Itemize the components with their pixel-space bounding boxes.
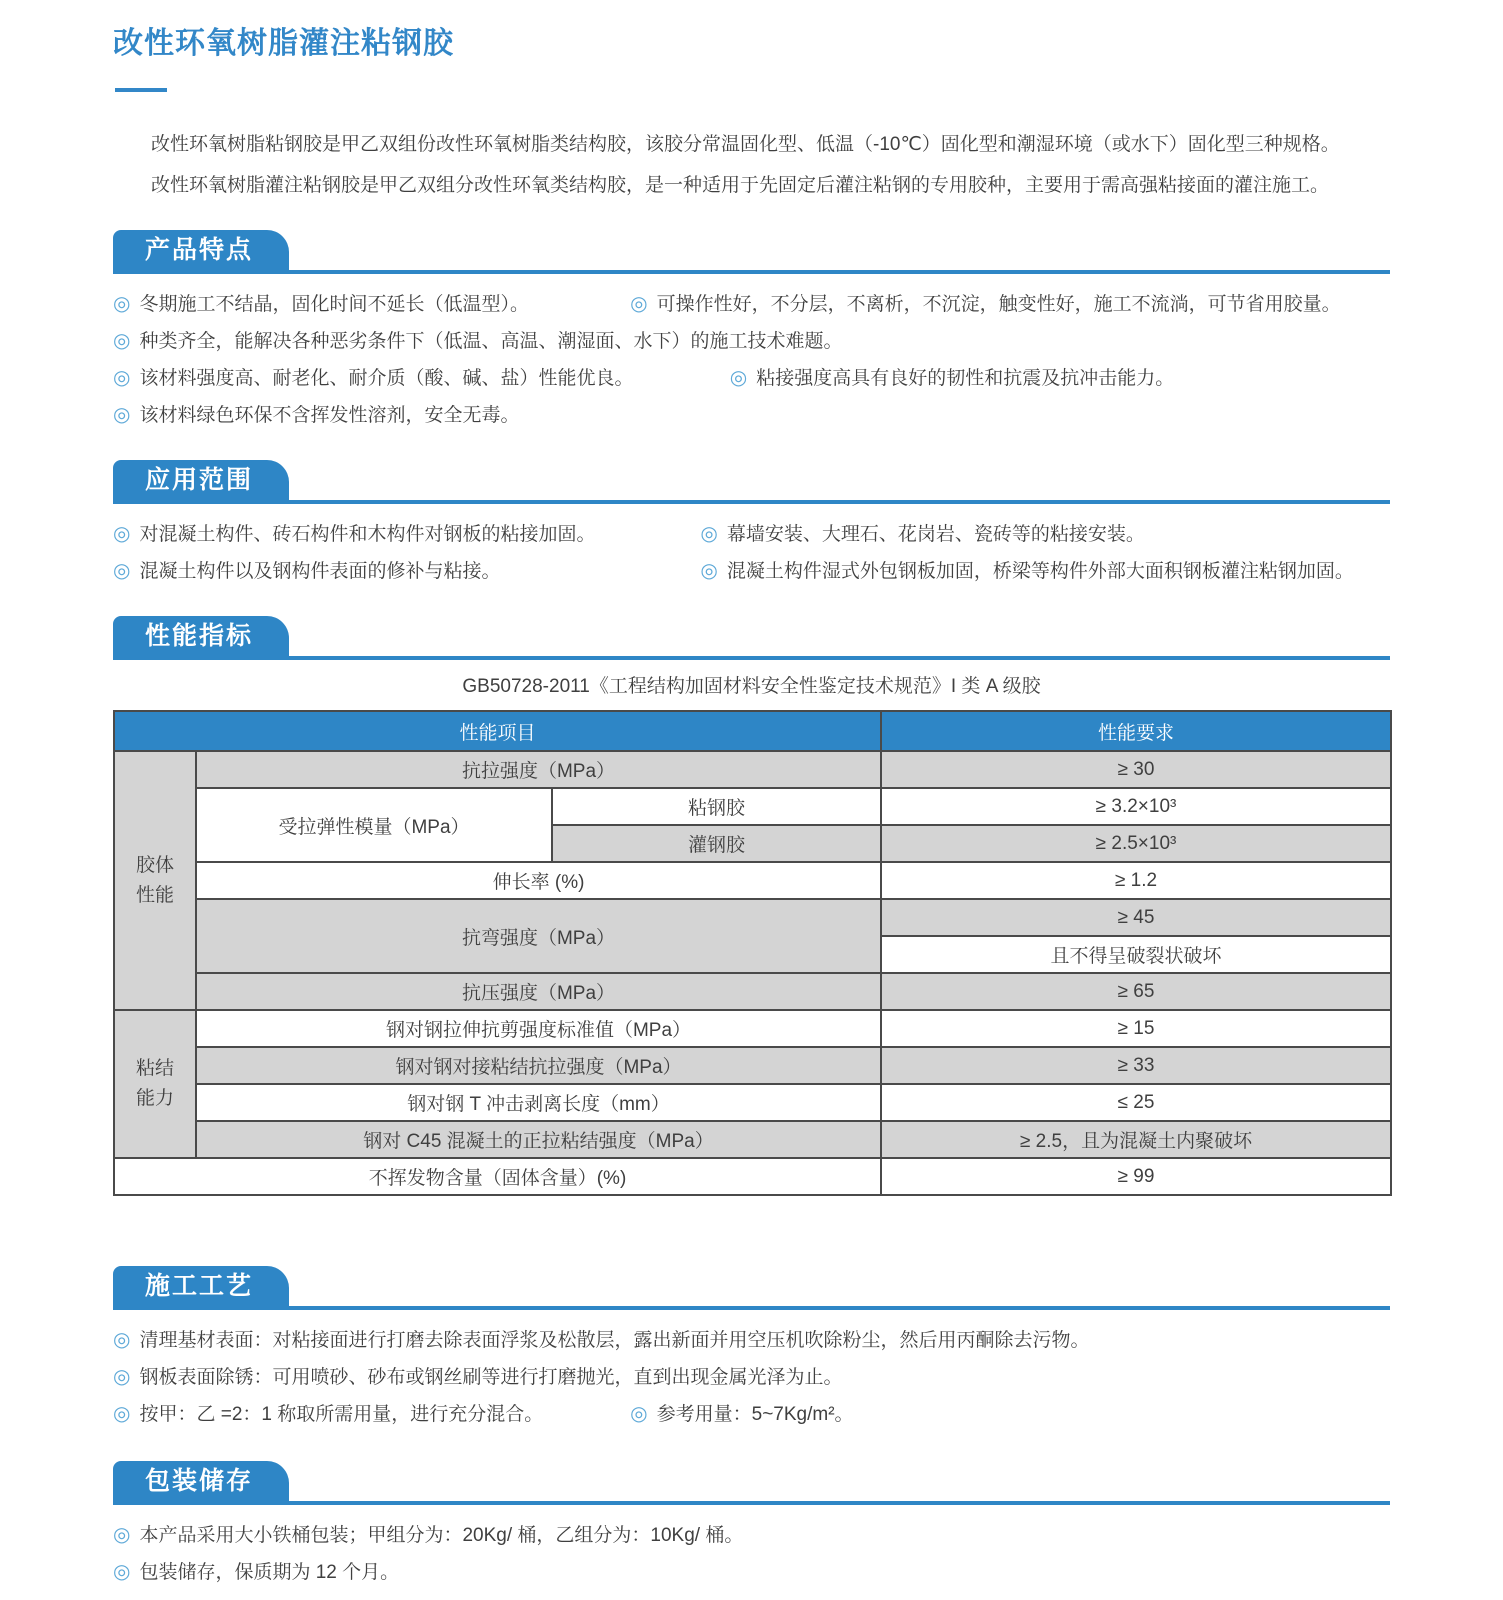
table-cell-property: 抗压强度（MPa） — [196, 973, 881, 1010]
packaging-list — [113, 1505, 1390, 1591]
table-cell-requirement: ≥ 65 — [881, 973, 1391, 1010]
list-item — [730, 360, 1174, 397]
bullseye-icon: ◎ — [113, 330, 131, 352]
bullseye-icon: ◎ — [630, 1403, 648, 1425]
table-cell-subproperty: 粘钢胶 — [552, 788, 881, 825]
table-row — [114, 1047, 1391, 1084]
list-item-text: 该材料强度高、耐老化、耐介质（酸、碱、盐）性能优良。 — [139, 368, 634, 389]
list-item-text: 可操作性好，不分层，不离析，不沉淀，触变性好，施工不流淌，可节省用胶量。 — [656, 294, 1341, 315]
list-item — [113, 397, 519, 434]
table-cell-requirement: ≥ 30 — [881, 751, 1391, 788]
list-item — [113, 323, 842, 360]
section-badge-packaging: 包装储存 — [113, 1461, 289, 1501]
table-cell-requirement: ≤ 25 — [881, 1084, 1391, 1121]
table-cell-property: 钢对钢 T 冲击剥离长度（mm） — [196, 1084, 881, 1121]
section-badge-features: 产品特点 — [113, 230, 289, 270]
bullseye-icon: ◎ — [729, 367, 748, 389]
intro-paragraph-2: 改性环氧树脂灌注粘钢胶是甲乙双组分改性环氧类结构胶，是一种适用于先固定后灌注粘钢的专用胶种，主要用于需高强粘接面的灌注施工。 — [151, 175, 1330, 196]
performance-table — [113, 710, 1392, 1196]
list-item-text: 混凝土构件湿式外包钢板加固，桥梁等构件外部大面积钢板灌注粘钢加固。 — [726, 561, 1354, 582]
section-badge-process: 施工工艺 — [113, 1266, 289, 1306]
list-item — [113, 516, 700, 553]
table-row — [114, 1084, 1391, 1121]
list-row — [113, 1322, 1390, 1359]
list-item-text: 包装储存，保质期为 12 个月。 — [139, 1562, 400, 1583]
bullseye-icon: ◎ — [630, 293, 648, 315]
section-header-process — [113, 1266, 1390, 1310]
section-header-applications — [113, 460, 1390, 504]
section-packaging — [113, 1461, 1390, 1591]
table-row — [114, 751, 1391, 788]
table-cell-requirement: ≥ 33 — [881, 1047, 1391, 1084]
table-cell-property: 钢对 C45 混凝土的正拉粘结强度（MPa） — [196, 1121, 881, 1158]
bullseye-icon: ◎ — [700, 560, 718, 582]
section-badge-performance: 性能指标 — [113, 616, 289, 656]
list-row — [113, 323, 1390, 360]
section-applications — [113, 460, 1390, 590]
table-group-label: 粘结 能力 — [114, 1010, 196, 1158]
list-row — [113, 553, 1390, 590]
list-item-text: 该材料绿色环保不含挥发性溶剂，安全无毒。 — [139, 405, 520, 426]
table-cell-requirement: ≥ 15 — [881, 1010, 1391, 1047]
list-item-text: 钢板表面除锈：可用喷砂、砂布或钢丝刷等进行打磨抛光，直到出现金属光泽为止。 — [139, 1367, 843, 1388]
table-cell-requirement: ≥ 99 — [881, 1158, 1391, 1195]
bullseye-icon: ◎ — [113, 1561, 131, 1583]
list-item-text: 按甲：乙 =2：1 称取所需用量，进行充分混合。 — [139, 1404, 544, 1425]
table-cell-requirement: ≥ 1.2 — [881, 862, 1391, 899]
list-item — [113, 1359, 842, 1396]
table-cell-requirement: 且不得呈破裂状破坏 — [881, 936, 1391, 973]
list-row — [113, 1396, 1390, 1433]
bullseye-icon: ◎ — [113, 293, 131, 315]
list-row — [113, 360, 1390, 397]
table-header-item: 性能项目 — [114, 711, 881, 751]
list-item — [700, 553, 1353, 590]
section-header-packaging — [113, 1461, 1390, 1505]
bullseye-icon: ◎ — [113, 1403, 131, 1425]
applications-list — [113, 504, 1390, 590]
list-item — [113, 1396, 630, 1433]
intro-block — [113, 124, 1390, 206]
table-cell-subproperty: 灌钢胶 — [552, 825, 881, 862]
table-row — [114, 862, 1391, 899]
process-list — [113, 1310, 1390, 1433]
list-item — [630, 286, 1340, 323]
table-cell-requirement: ≥ 45 — [881, 899, 1391, 936]
bullseye-icon: ◎ — [113, 367, 131, 389]
table-row — [114, 899, 1391, 936]
table-cell-property: 伸长率 (%) — [196, 862, 881, 899]
list-item — [113, 1554, 399, 1591]
list-item-text: 幕墙安装、大理石、花岗岩、瓷砖等的粘接安装。 — [726, 524, 1145, 545]
table-cell-requirement: ≥ 2.5，且为混凝土内聚破坏 — [881, 1121, 1391, 1158]
features-list — [113, 274, 1390, 434]
list-item — [113, 1517, 743, 1554]
bullseye-icon: ◎ — [113, 1524, 131, 1546]
table-cell-property: 钢对钢拉伸抗剪强度标准值（MPa） — [196, 1010, 881, 1047]
list-item — [630, 1396, 853, 1433]
table-cell-property: 抗弯强度（MPa） — [196, 899, 881, 973]
list-item-text: 粘接强度高具有良好的韧性和抗震及抗冲击能力。 — [756, 368, 1175, 389]
section-badge-applications: 应用范围 — [113, 460, 289, 500]
table-cell-property: 不挥发物含量（固体含量）(%) — [114, 1158, 881, 1195]
table-cell-property: 钢对钢对接粘结抗拉强度（MPa） — [196, 1047, 881, 1084]
list-row — [113, 516, 1390, 553]
table-group-label: 胶体 性能 — [114, 751, 196, 1010]
section-features — [113, 230, 1390, 434]
list-row — [113, 397, 1390, 434]
page-title: 改性环氧树脂灌注粘钢胶 — [113, 27, 454, 60]
bullseye-icon: ◎ — [113, 560, 131, 582]
table-row — [114, 1121, 1391, 1158]
bullseye-icon: ◎ — [113, 523, 131, 545]
table-cell-requirement: ≥ 2.5×10³ — [881, 825, 1391, 862]
list-item — [113, 1322, 1089, 1359]
table-cell-property: 受拉弹性模量（MPa） — [196, 788, 552, 862]
table-row — [114, 1010, 1391, 1047]
bullseye-icon: ◎ — [700, 523, 718, 545]
list-item — [113, 286, 630, 323]
table-row — [114, 788, 1391, 825]
table-cell-property: 抗拉强度（MPa） — [196, 751, 881, 788]
bullseye-icon: ◎ — [113, 404, 131, 426]
table-row — [114, 973, 1391, 1010]
section-process — [113, 1266, 1390, 1433]
section-performance — [113, 616, 1390, 1196]
list-item-text: 混凝土构件以及钢构件表面的修补与粘接。 — [139, 561, 501, 582]
table-cell-requirement: ≥ 3.2×10³ — [881, 788, 1391, 825]
bullseye-icon: ◎ — [113, 1366, 131, 1388]
section-header-features — [113, 230, 1390, 274]
list-item-text: 参考用量：5~7Kg/m²。 — [656, 1404, 854, 1425]
intro-paragraph-1: 改性环氧树脂粘钢胶是甲乙双组份改性环氧树脂类结构胶，该胶分常温固化型、低温（-10℃）固化型和潮湿环境（或水下）固化型三种规格。 — [151, 134, 1340, 155]
list-item-text: 种类齐全，能解决各种恶劣条件下（低温、高温、潮湿面、水下）的施工技术难题。 — [139, 331, 843, 352]
list-row — [113, 1517, 1390, 1554]
list-item-text: 对混凝土构件、砖石构件和木构件对钢板的粘接加固。 — [139, 524, 596, 545]
list-item-text: 本产品采用大小铁桶包装；甲组分为：20Kg/ 桶，乙组分为：10Kg/ 桶。 — [139, 1525, 744, 1546]
list-item — [113, 360, 730, 397]
title-underline — [115, 88, 167, 92]
list-item-text: 清理基材表面：对粘接面进行打磨去除表面浮浆及松散层，露出新面并用空压机吹除粉尘，然后用丙酮除去污物。 — [139, 1330, 1090, 1351]
list-row — [113, 1554, 1390, 1591]
table-row — [114, 1158, 1391, 1195]
list-item — [113, 553, 700, 590]
list-row — [113, 1359, 1390, 1396]
section-header-performance — [113, 616, 1390, 660]
list-row — [113, 286, 1390, 323]
table-header-requirement: 性能要求 — [881, 711, 1391, 751]
table-caption: GB50728-2011《工程结构加固材料安全性鉴定技术规范》I 类 A 级胶 — [462, 676, 1041, 697]
list-item-text: 冬期施工不结晶，固化时间不延长（低温型）。 — [139, 294, 529, 315]
list-item — [700, 516, 1144, 553]
table-header-row — [114, 711, 1391, 751]
bullseye-icon: ◎ — [113, 1329, 131, 1351]
